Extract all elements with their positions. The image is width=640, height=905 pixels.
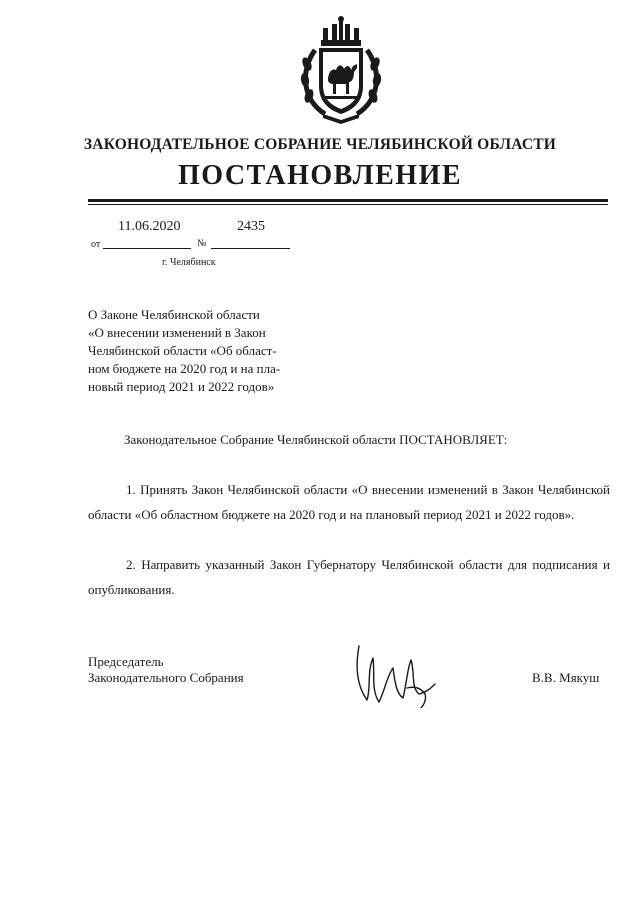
document-date: 11.06.2020 <box>118 219 181 234</box>
subject-line: О Законе Челябинской области <box>88 307 260 322</box>
city-label: г. Челябинск <box>162 257 216 268</box>
signer-name: В.В. Мякуш <box>532 670 600 685</box>
resolution-paragraph-2: 2. Направить указанный Закон Губернатору Челябинской области для подписания и опубликования. <box>88 557 610 597</box>
handwritten-signature-icon <box>345 628 440 708</box>
signer-title-line: Законодательного Собрания <box>88 670 244 685</box>
signer-title-line: Председатель <box>88 654 164 669</box>
document-subject <box>88 306 298 396</box>
coat-of-arms-icon <box>295 14 387 126</box>
number-underline <box>211 248 290 249</box>
resolution-paragraph-1: 1. Принять Закон Челябинской области «О внесении изменений в Закон Челябинской области «Об областном бюджете на 2020 год и на плановый период 2021 и 2022 годов». <box>88 482 610 522</box>
date-label: от <box>91 239 101 250</box>
header-rule-thin <box>88 204 608 205</box>
signer-title <box>88 654 244 686</box>
subject-line: новый период 2021 и 2022 годов» <box>88 379 275 394</box>
subject-line: «О внесении изменений в Закон <box>88 325 266 340</box>
subject-line: ном бюджете на 2020 год и на пла- <box>88 361 281 376</box>
document-type-title: ПОСТАНОВЛЕНИЕ <box>177 160 463 191</box>
date-underline <box>103 248 191 249</box>
number-label: № <box>197 238 207 249</box>
subject-line: Челябинской области «Об област- <box>88 343 277 358</box>
header-rule-thick <box>88 199 608 202</box>
document-number: 2435 <box>237 219 265 234</box>
organization-name: ЗАКОНОДАТЕЛЬНОЕ СОБРАНИЕ ЧЕЛЯБИНСКОЙ ОБЛАСТИ <box>83 136 557 153</box>
resolution-preamble: Законодательное Собрание Челябинской области ПОСТАНОВЛЯЕТ: <box>124 432 508 447</box>
